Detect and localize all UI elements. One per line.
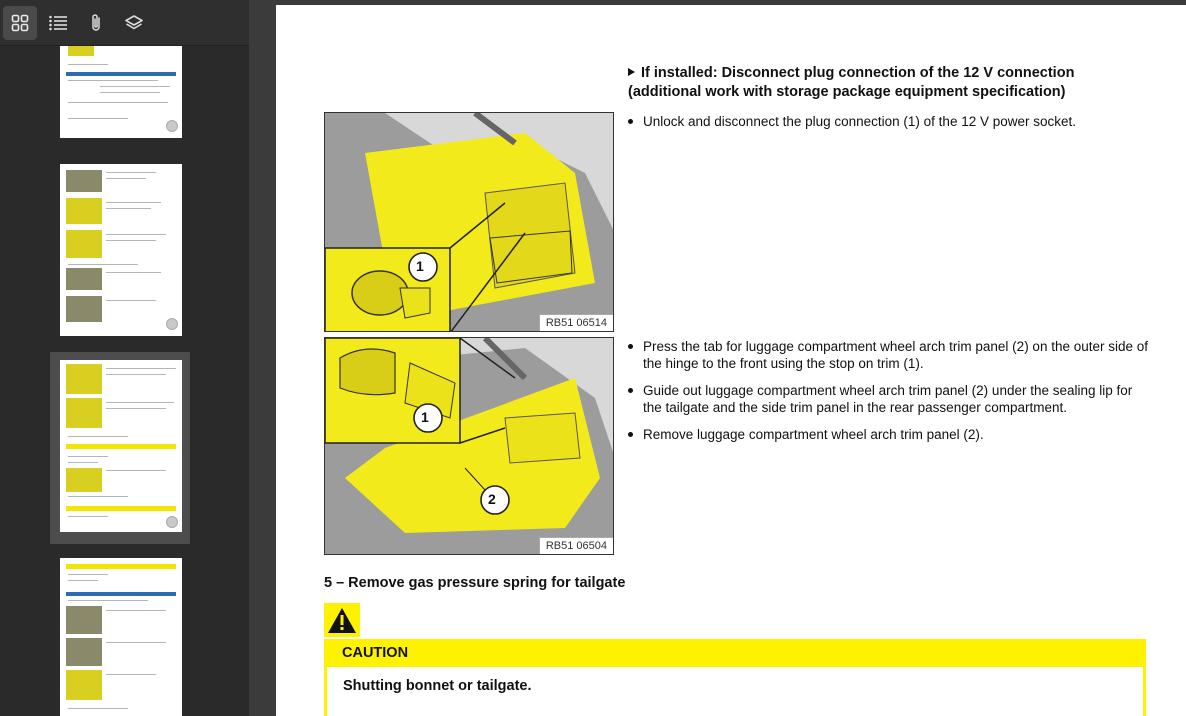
wheel-arch-trim-illustration (325, 338, 614, 555)
caution-title: CAUTION (342, 645, 409, 661)
callout-2: 2 (488, 491, 496, 507)
warning-icon (324, 603, 360, 637)
sidebar-toolbar (0, 0, 249, 46)
attachments-view-button[interactable] (79, 6, 113, 40)
page-thumbnail[interactable] (60, 46, 182, 138)
callout-1: 1 (416, 258, 424, 274)
caution-header (324, 639, 1146, 667)
caution-body-text: Shutting bonnet or tailgate. (343, 678, 532, 694)
thumbnail-list (0, 46, 249, 716)
attachment-icon (88, 13, 104, 33)
figure-rb51-06514 (324, 112, 614, 332)
bullet-text: Remove luggage compartment wheel arch trim panel (2). (643, 426, 1153, 443)
document-page (276, 5, 1186, 716)
thumbnails-icon (11, 14, 29, 32)
outline-view-button[interactable] (41, 6, 75, 40)
figure-label: RB51 06504 (539, 537, 613, 554)
bullet-text: Press the tab for luggage compartment wheel arch trim panel (2) on the outer side of the hinge to the front using the stop on trim (1). (643, 338, 1153, 372)
triangle-bullet-icon (628, 68, 635, 76)
seal-icon (166, 318, 178, 330)
luggage-compartment-illustration (325, 113, 614, 332)
page-thumbnail[interactable] (60, 558, 182, 716)
page-thumbnail[interactable] (60, 164, 182, 336)
bullet-text: Unlock and disconnect the plug connection (1) of the 12 V power socket. (643, 113, 1163, 130)
caution-body (324, 667, 1146, 716)
layers-icon (124, 14, 144, 32)
thumbnails-view-button[interactable] (3, 6, 37, 40)
seal-icon (166, 120, 178, 132)
figure-label: RB51 06514 (539, 314, 613, 331)
figure-rb51-06504 (324, 337, 614, 555)
page-thumbnail-current[interactable] (60, 360, 182, 532)
seal-icon (166, 516, 178, 528)
section-title: 5 – Remove gas pressure spring for tailgate (324, 575, 626, 591)
callout-1: 1 (421, 409, 429, 425)
outline-icon (48, 14, 68, 32)
step-heading: If installed: Disconnect plug connection of the 12 V connection (additional work with storage package equipment specification) (628, 65, 1075, 100)
thumbnail-sidebar (0, 0, 249, 716)
layers-view-button[interactable] (117, 6, 151, 40)
bullet-text: Guide out luggage compartment wheel arch trim panel (2) under the sealing lip for the tailgate and the side trim panel in the rear passenger compartment. (643, 382, 1153, 416)
